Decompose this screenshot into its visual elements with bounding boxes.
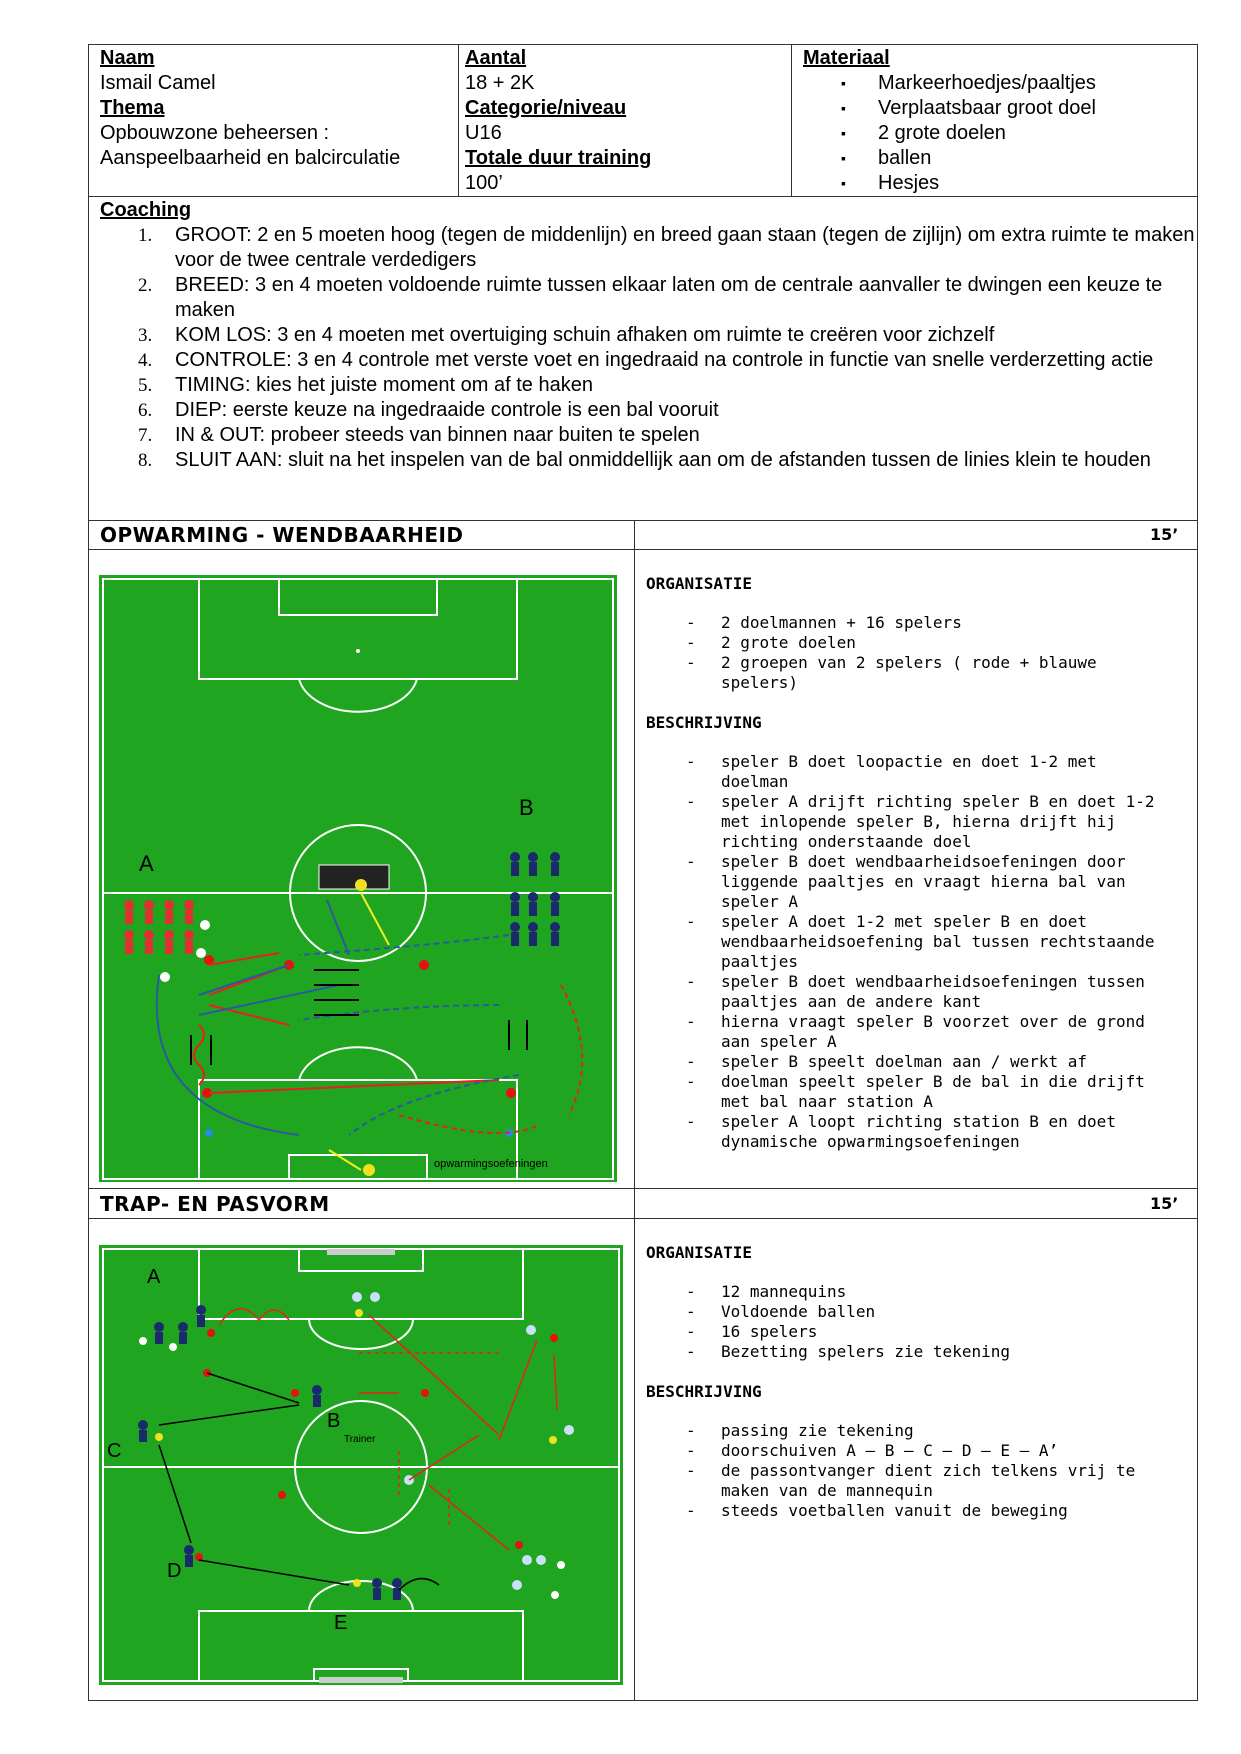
organisatie-label: ORGANISATIE — [646, 1243, 752, 1262]
materiaal-item: ▪ ballen — [803, 146, 1193, 171]
materiaal-item: ▪ Verplaatsbaar groot doel — [803, 96, 1193, 121]
station-b-label: B — [327, 1410, 341, 1432]
thema-value-2: Aanspeelbaarheid en balcirculatie — [100, 147, 401, 169]
warmup-pitch-diagram — [99, 575, 617, 1182]
beschrijving-list — [646, 1421, 1186, 1521]
materiaal-cell — [803, 46, 1193, 196]
section2-title-divider — [88, 1218, 1198, 1219]
section2-top-divider — [88, 1188, 1198, 1189]
beschrijving-item: - speler A doet 1-2 met speler B en doet wendbaarheidsoefening bal tussen rechtstaande paaltjes — [646, 912, 1161, 972]
organisatie-item: - 16 spelers — [646, 1322, 1161, 1342]
coaching-item-text: GROOT: 2 en 5 moeten hoog (tegen de middenlijn) en breed gaan staan (tegen de zijlijn) om extra ruimte te maken voor de twee centrale verdedigers — [175, 224, 1195, 271]
beschrijving-item: - speler B doet wendbaarheidsoefeningen door liggende paaltjes en vraagt hierna bal van speler A — [646, 852, 1161, 912]
coaching-item — [100, 223, 1205, 273]
coaching-divider — [88, 520, 1198, 521]
categorie-label: Categorie/niveau — [465, 97, 627, 119]
header-col-divider-1 — [458, 44, 459, 196]
station-a-label: A — [139, 851, 154, 876]
naam-value: Ismail Camel — [100, 72, 216, 94]
coaching-list — [100, 223, 1195, 473]
organisatie-item: - Voldoende ballen — [646, 1302, 1161, 1322]
beschrijving-item: - speler A loopt richting station B en doet dynamische opwarmingsoefeningen — [646, 1112, 1161, 1152]
materiaal-item: ▪ Markeerhoedjes/paaltjes — [803, 71, 1193, 96]
naam-label: Naam — [100, 47, 155, 69]
beschrijving-item: - speler A drijft richting speler B en doet 1-2 met inlopende speler B, hierna drijft hij richting onderstaande doel — [646, 792, 1161, 852]
categorie-value: U16 — [465, 122, 502, 144]
section2-duration: 15’ — [1150, 1194, 1179, 1213]
penalty-spot — [356, 649, 360, 653]
station-a-label: A — [147, 1266, 161, 1288]
coaching-item-number: 6. — [138, 400, 153, 421]
duur-label: Totale duur training — [465, 147, 652, 169]
coaching-item — [100, 398, 1205, 423]
organisatie-item: - 12 mannequins — [646, 1282, 1161, 1302]
coaching-item-number: 5. — [138, 375, 153, 396]
coaching-cell — [100, 198, 1195, 473]
diagram-caption: opwarmingsoefeningen — [434, 1158, 548, 1170]
beschrijving-item: - speler B doet wendbaarheidsoefeningen tussen paaltjes aan de andere kant — [646, 972, 1161, 1012]
section1-col-divider — [634, 520, 635, 1188]
duur-value: 100’ — [465, 172, 503, 194]
beschrijving-label: BESCHRIJVING — [646, 713, 762, 732]
coaching-item — [100, 323, 1205, 348]
section1-duration: 15’ — [1150, 525, 1179, 544]
coaching-item-number: 2. — [138, 275, 153, 296]
header-divider — [88, 196, 1198, 197]
coaching-item — [100, 273, 1205, 323]
passing-pitch-diagram — [99, 1245, 623, 1685]
beschrijving-label: BESCHRIJVING — [646, 1382, 762, 1401]
aantal-cell — [465, 46, 785, 196]
materiaal-list — [803, 71, 1193, 196]
coaching-item — [100, 423, 1205, 448]
coaching-item — [100, 373, 1205, 398]
naam-cell — [100, 46, 450, 171]
organisatie-item: - 2 doelmannen + 16 spelers — [646, 613, 1161, 633]
materiaal-item: ▪ 2 grote doelen — [803, 121, 1193, 146]
coaching-item-number: 3. — [138, 325, 153, 346]
trainer-label: Trainer — [344, 1434, 376, 1445]
coaching-item-text: BREED: 3 en 4 moeten voldoende ruimte tussen elkaar laten om de centrale aanvaller te dwingen een keuze te maken — [175, 274, 1163, 321]
goalkeeper-bottom — [363, 1164, 375, 1176]
beschrijving-item: - steeds voetballen vanuit de beweging — [646, 1501, 1161, 1521]
aantal-label: Aantal — [465, 47, 527, 69]
thema-value-1: Opbouwzone beheersen : — [100, 122, 330, 144]
beschrijving-list — [646, 752, 1186, 1152]
section1-text — [646, 574, 1186, 1152]
aantal-value: 18 + 2K — [465, 72, 535, 94]
organisatie-list — [646, 1282, 1186, 1362]
coaching-item-number: 8. — [138, 450, 153, 471]
goal-top — [327, 1249, 395, 1255]
beschrijving-item: - speler B speelt doelman aan / werkt af — [646, 1052, 1161, 1072]
station-c-label: C — [107, 1440, 122, 1462]
coaching-item-text: DIEP: eerste keuze na ingedraaide controle is een bal vooruit — [175, 399, 719, 421]
coaching-item-text: CONTROLE: 3 en 4 controle met verste voet en ingedraaid na controle in functie van snelle verderzetting actie — [175, 349, 1154, 371]
station-d-label: D — [167, 1560, 182, 1582]
header-col-divider-2 — [791, 44, 792, 196]
organisatie-item: - Bezetting spelers zie tekening — [646, 1342, 1161, 1362]
station-e-label: E — [334, 1612, 348, 1634]
materiaal-label: Materiaal — [803, 47, 890, 69]
organisatie-list — [646, 613, 1186, 693]
coaching-item-text: IN & OUT: probeer steeds van binnen naar buiten te spelen — [175, 424, 700, 446]
coaching-item-number: 1. — [138, 225, 153, 246]
beschrijving-item: - doelman speelt speler B de bal in die drijft met bal naar station A — [646, 1072, 1161, 1112]
materiaal-item: ▪ Hesjes — [803, 171, 1193, 196]
organisatie-item: - 2 groepen van 2 spelers ( rode + blauwe spelers) — [646, 653, 1161, 693]
organisatie-label: ORGANISATIE — [646, 574, 752, 593]
beschrijving-item: - speler B doet loopactie en doet 1-2 met doelman — [646, 752, 1161, 792]
section2-title: TRAP- EN PASVORM — [100, 1192, 330, 1216]
coaching-item-text: TIMING: kies het juiste moment om af te haken — [175, 374, 593, 396]
beschrijving-item: - de passontvanger dient zich telkens vrij te maken van de mannequin — [646, 1461, 1161, 1501]
goal-bottom — [319, 1677, 403, 1683]
section2-col-divider — [634, 1188, 635, 1700]
beschrijving-item: - passing zie tekening — [646, 1421, 1161, 1441]
section1-title-divider — [88, 549, 1198, 550]
section2-text — [646, 1243, 1186, 1521]
coaching-item-number: 7. — [138, 425, 153, 446]
coaching-label: Coaching — [100, 199, 192, 221]
beschrijving-item: - doorschuiven A – B – C – D – E – A’ — [646, 1441, 1161, 1461]
coaching-item-text: SLUIT AAN: sluit na het inspelen van de bal onmiddellijk aan om de afstanden tussen de linies klein te houden — [175, 449, 1151, 471]
beschrijving-item: - hierna vraagt speler B voorzet over de grond aan speler A — [646, 1012, 1161, 1052]
coaching-item-text: KOM LOS: 3 en 4 moeten met overtuiging schuin afhaken om ruimte te creëren voor zichzelf — [175, 324, 995, 346]
section1-title: OPWARMING - WENDBAARHEID — [100, 523, 464, 547]
thema-label: Thema — [100, 97, 165, 119]
coaching-item — [100, 448, 1205, 473]
goalkeeper-top — [355, 879, 367, 891]
station-b-label: B — [519, 795, 534, 820]
coaching-item-number: 4. — [138, 350, 153, 371]
goal-icon — [319, 865, 389, 889]
organisatie-item: - 2 grote doelen — [646, 633, 1161, 653]
coaching-item — [100, 348, 1205, 373]
